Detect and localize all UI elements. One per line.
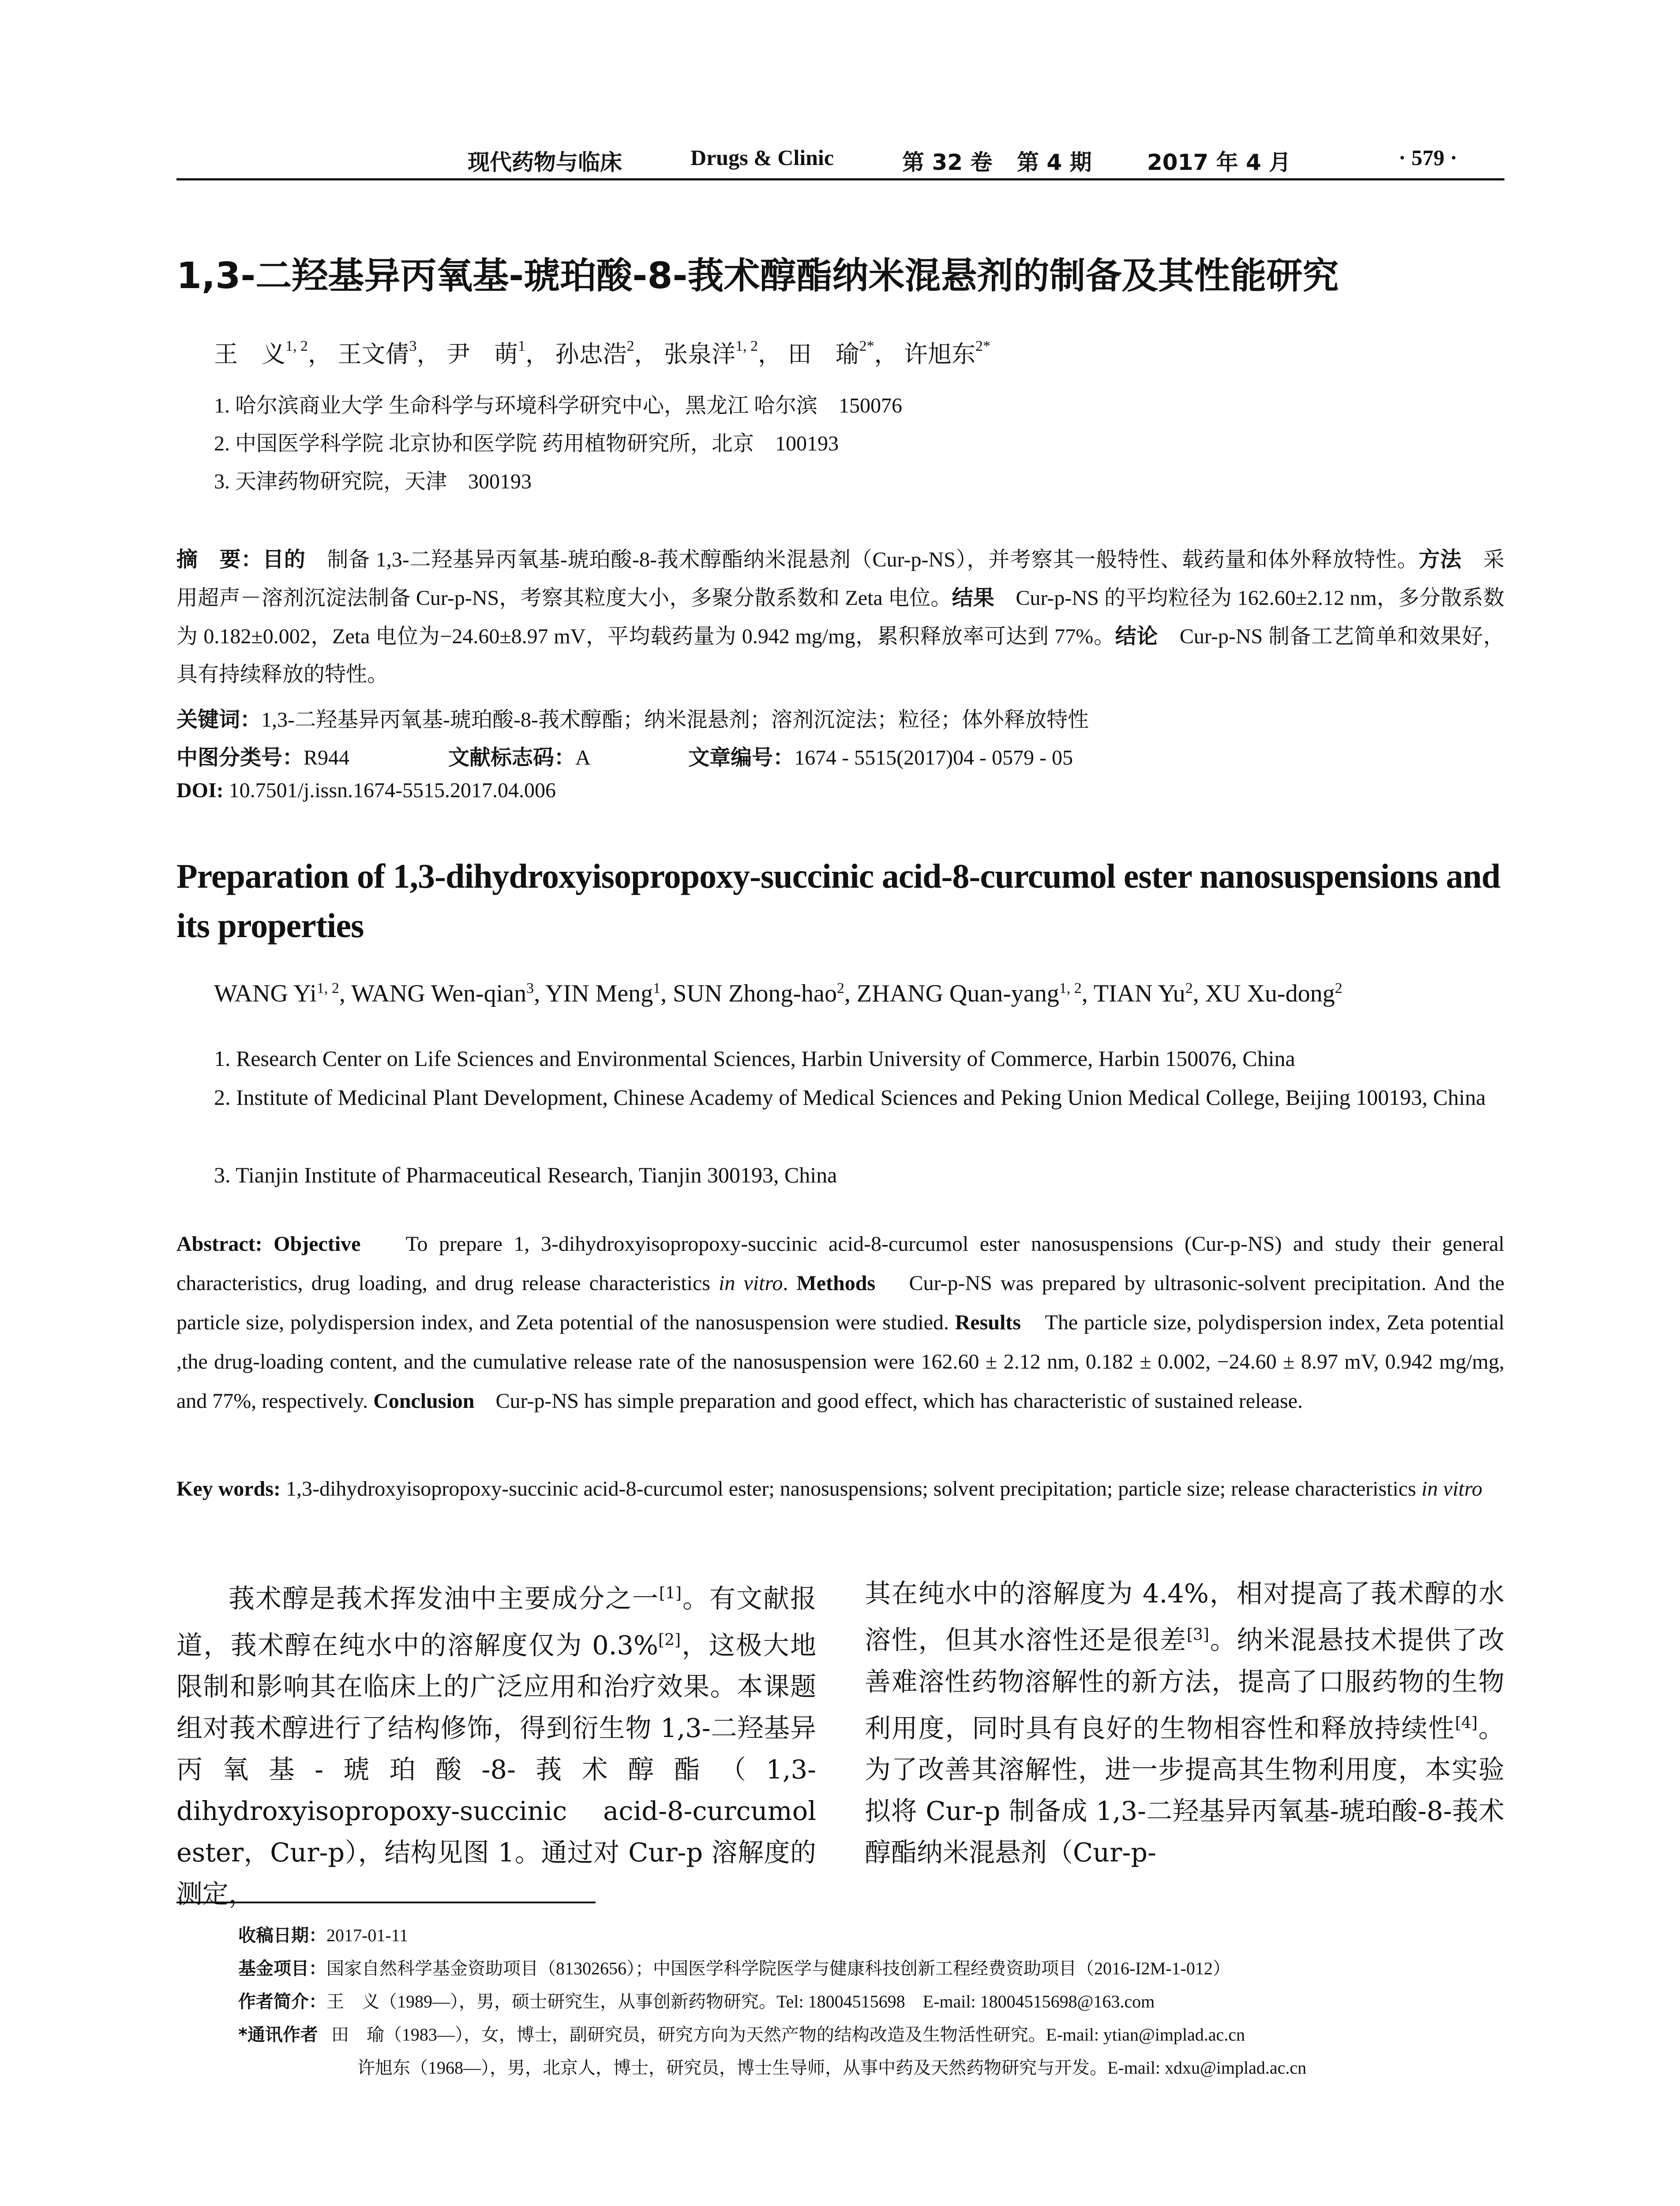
author-name: 王 义 bbox=[214, 341, 285, 368]
methods-en-label: Methods bbox=[796, 1272, 876, 1295]
body-text: 莪术醇是莪术挥发油中主要成分之一 bbox=[229, 1583, 659, 1614]
author-affiliation-mark: 2 bbox=[1185, 980, 1193, 997]
article-title-en: Preparation of 1,3-dihydroxyisopropoxy-succinic acid-8-curcumol ester nanosuspensions and its properties bbox=[176, 857, 1500, 945]
corresponding-label: *通讯作者 bbox=[238, 2025, 318, 2045]
author-list-en: WANG Yi$^{1, 2}$, WANG Wen-qian$^3$, YIN Meng$^1$, SUN Zhong-hao$^2$, ZHANG Quan-yang$^{1, 2}$, TIAN Yu$^2$, XU Xu-dong$^2$ bbox=[214, 980, 1342, 1007]
doi-label: DOI: bbox=[176, 779, 224, 802]
author-name-en: ZHANG Quan-yang bbox=[856, 980, 1059, 1007]
objective-en-text: To prepare 1, 3-dihydroxyisopropoxy-succinic acid-8-curcumol ester nanosuspensions (Cur-p-NS) and study their general characteristics, drug loading, and drug release characteristics bbox=[176, 1232, 1505, 1295]
running-header bbox=[176, 137, 1500, 176]
footnote-rule bbox=[176, 1902, 596, 1903]
doc-code-label: 文献标志码： bbox=[448, 745, 576, 770]
bio-label: 作者简介： bbox=[238, 1992, 326, 2012]
author-name: 孙忠浩 bbox=[555, 341, 627, 368]
author-affiliation-mark: 2 bbox=[626, 338, 634, 354]
classification-line bbox=[176, 740, 1073, 771]
abstract-en: Abstract: Objective To prepare 1, 3-dihydroxyisopropoxy-succinic acid-8-curcumol ester nanosuspensions (Cur-p-NS) and study their general characteristics, drug loading, and drug release characteristics in vitro. Methods Cur-p-NS was prepared by ultrasonic-solvent precipitation. And the particle size, polydispersion index, and Zeta potential of the nanosuspension were studied. Results The particle size, polydispersion index, Zeta potential ,the drug-loading content, and the cumulative release rate of the nanosuspension were 162.60 ± 2.12 nm, 0.182 ± 0.002, −24.60 ± 8.97 mV, 0.942 mg/mg, and 77%, respectively. Conclusion Cur-p-NS has simple preparation and good effect, which has characteristic of sustained release. bbox=[176, 1232, 1505, 1413]
journal-name-cn: 现代药物与临床 bbox=[468, 150, 622, 175]
author-name: 王文倩 bbox=[338, 341, 409, 368]
affiliation-cn-2: 2. 中国医学科学院 北京协和医学院 药用植物研究所，北京 100193 bbox=[214, 432, 839, 455]
article-no-value: 1674 - 5515(2017)04 - 0579 - 05 bbox=[794, 746, 1073, 769]
conclusion-en-text: Cur-p-NS has simple preparation and good effect, which has characteristic of sustained release. bbox=[495, 1389, 1303, 1413]
footnote-received bbox=[238, 1921, 408, 1947]
author-affiliation-mark: 3 bbox=[526, 980, 534, 997]
author-name-en: TIAN Yu bbox=[1093, 980, 1185, 1007]
conclusion-en-label: Conclusion bbox=[373, 1389, 475, 1413]
objective-en-italic: in vitro bbox=[719, 1272, 783, 1295]
objective-label: 目的 bbox=[262, 547, 306, 572]
abstract-cn bbox=[176, 540, 1504, 694]
objective-text: 制备 1,3-二羟基异丙氧基-琥珀酸-8-莪术醇酯纳米混悬剂（Cur-p-NS），并考察其一般特性、载药量和体外释放特性。 bbox=[327, 548, 1419, 571]
methods-en-text: Cur-p-NS was prepared by ultrasonic-solvent precipitation. And the particle size, polydispersion index, and Zeta potential of the nanosuspension were studied. bbox=[176, 1272, 1505, 1334]
author-list-cn: 王 义$^{1, 2}$， 王文倩$^3$， 尹 萌$^1$， 孙忠浩$^2$， 张泉洋$^{1, 2}$， 田 瑜$^{2*}$， 许旭东$^{2*}$ bbox=[214, 338, 990, 368]
doc-code-value: A bbox=[575, 746, 590, 769]
author-affiliation-mark: 2 bbox=[836, 980, 844, 997]
corresponding-author-1: 田 瑜（1983—），女，博士，副研究员，研究方向为天然产物的结构改造及生物活性研究。E-mail: ytian@implad.ac.cn bbox=[331, 2025, 1245, 2045]
abstract-label: 摘 要： bbox=[176, 547, 263, 572]
author-affiliation-mark: 1, 2 bbox=[1059, 980, 1082, 997]
keywords-label: 关键词： bbox=[176, 707, 262, 732]
keywords-cn bbox=[176, 702, 1089, 733]
issue: 第 4 期 bbox=[1017, 150, 1092, 175]
results-text: Cur-p-NS 的平均粒径为 162.60±2.12 nm，多分散系数为 0.182±0.002，Zeta 电位为−24.60±8.97 mV，平均载药量为 0.942 mg/mg，累积释放率可达到 77%。 bbox=[176, 586, 1504, 648]
body-text: ，这极大地限制和影响其在临床上的广泛应用和治疗效果。本课题组对莪术醇进行了结构修饰，得到衍生物 1,3-二羟基异丙氧基-琥珀酸-8-莪术醇酯（1,3-dihydroxyisopropoxy-succinic acid-8-curcumol ester，Cur-p），结构见图 1。通过对 Cur-p 溶解度的测定， bbox=[176, 1630, 816, 1910]
results-label: 结果 bbox=[952, 585, 995, 610]
results-en-label: Results bbox=[955, 1311, 1021, 1334]
header-rule bbox=[176, 178, 1504, 180]
footnote-corresponding-2: 许旭东（1968—），男，北京人，博士，研究员，博士生导师，从事中药及天然药物研究与开发。E-mail: xdxu@implad.ac.cn bbox=[357, 2058, 1307, 2078]
citation-ref: [4] bbox=[1455, 1714, 1478, 1732]
author-affiliation-mark: 2* bbox=[859, 338, 874, 354]
page-number: · 579 · bbox=[1399, 145, 1458, 170]
author-affiliation-mark: 1, 2 bbox=[735, 338, 758, 354]
keywords-en-text: 1,3-dihydroxyisopropoxy-succinic acid-8-curcumol ester; nanosuspensions; solvent precipitation; particle size; release characteristics bbox=[285, 1477, 1416, 1501]
body-column-left bbox=[176, 1573, 816, 1915]
footnote-corresponding bbox=[238, 2021, 1245, 2046]
received-label: 收稿日期： bbox=[238, 1925, 326, 1946]
author-name-en: XU Xu-dong bbox=[1205, 980, 1335, 1007]
body-text: 。纳米混悬技术提供了改善难溶性药物溶解性的新方法，提高了口服药物的生物利用度，同时具有良好的生物相容性和释放持续性 bbox=[865, 1624, 1504, 1744]
body-text: 。有文献报道，莪术醇在纯水中的溶解度仅为 0.3% bbox=[176, 1583, 816, 1661]
footnote-fund bbox=[238, 1955, 1230, 1980]
author-affiliation-mark: 2* bbox=[975, 338, 990, 354]
body-text: 。为了改善其溶解性，进一步提高其生物利用度，本实验拟将 Cur-p 制备成 1,3-二羟基异丙氧基-琥珀酸-8-莪术醇酯纳米混悬剂（Cur-p- bbox=[865, 1713, 1504, 1868]
keywords-en bbox=[176, 1469, 1504, 1508]
fund-label: 基金项目： bbox=[238, 1958, 326, 1979]
doi-value: 10.7501/j.issn.1674-5515.2017.04.006 bbox=[229, 779, 556, 802]
methods-label: 方法 bbox=[1418, 547, 1462, 572]
author-name: 田 瑜 bbox=[788, 341, 859, 368]
clc-value: R944 bbox=[304, 746, 350, 769]
objective-en-label: Objective bbox=[274, 1232, 361, 1256]
author-affiliation-mark: 3 bbox=[409, 338, 417, 354]
author-affiliation-mark: 1, 2 bbox=[285, 338, 308, 354]
author-name: 张泉洋 bbox=[664, 341, 735, 368]
issue-date: 2017 年 4 月 bbox=[1147, 150, 1291, 175]
article-title-cn: 1,3-二羟基异丙氧基-琥珀酸-8-莪术醇酯纳米混悬剂的制备及其性能研究 bbox=[176, 255, 1339, 297]
author-affiliation-mark: 2 bbox=[1335, 980, 1342, 997]
clc-label: 中图分类号： bbox=[176, 745, 304, 770]
volume: 第 32 卷 bbox=[902, 150, 993, 175]
citation-ref: [2] bbox=[658, 1631, 681, 1649]
received-value: 2017-01-11 bbox=[326, 1925, 409, 1945]
conclusion-text: Cur-p-NS 制备工艺简单和效果好，具有持续释放的特性。 bbox=[176, 625, 1504, 686]
author-name: 尹 萌 bbox=[446, 341, 518, 368]
bio-value: 王 义（1989—），男，硕士研究生，从事创新药物研究。Tel: 18004515698 E-mail: 18004515698@163.com bbox=[326, 1992, 1155, 2011]
body-column-right bbox=[865, 1573, 1504, 1873]
author-name-en: YIN Meng bbox=[545, 980, 653, 1007]
affiliation-cn-1: 1. 哈尔滨商业大学 生命科学与环境科学研究中心，黑龙江 哈尔滨 150076 bbox=[214, 394, 903, 417]
methods-text: 采用超声－溶剂沉淀法制备 Cur-p-NS，考察其粒度大小，多聚分散系数和 Zeta 电位。 bbox=[176, 548, 1504, 610]
citation-ref: [3] bbox=[1186, 1626, 1209, 1644]
article-no-label: 文章编号： bbox=[688, 745, 795, 770]
keywords-en-italic: in vitro bbox=[1421, 1477, 1483, 1501]
footnote-bio bbox=[238, 1988, 1155, 2013]
journal-name-en: Drugs & Clinic bbox=[690, 145, 834, 170]
affiliation-en-3: 3. Tianjin Institute of Pharmaceutical Research, Tianjin 300193, China bbox=[214, 1163, 837, 1187]
doi-line bbox=[176, 778, 556, 803]
author-name: 许旭东 bbox=[904, 341, 975, 368]
conclusion-label: 结论 bbox=[1115, 624, 1159, 649]
affiliation-cn-3: 3. 天津药物研究院，天津 300193 bbox=[214, 470, 532, 493]
affiliation-en-2: 2. Institute of Medicinal Plant Development, Chinese Academy of Medical Sciences and Peking Union Medical College, Beijing 100193, China bbox=[214, 1085, 1486, 1110]
author-affiliation-mark: 1 bbox=[518, 338, 525, 354]
keywords-text: 1,3-二羟基异丙氧基-琥珀酸-8-莪术醇酯；纳米混悬剂；溶剂沉淀法；粒径；体外释放特性 bbox=[261, 708, 1089, 732]
author-affiliation-mark: 1, 2 bbox=[316, 980, 339, 997]
author-name-en: SUN Zhong-hao bbox=[673, 980, 837, 1007]
results-en-text: The particle size, polydispersion index, Zeta potential ,the drug-loading content, and the cumulative release rate of the nanosuspension were 162.60 ± 2.12 nm, 0.182 ± 0.002, −24.60 ± 8.97 mV, 0.942 mg/mg, and 77%, respectively. bbox=[176, 1311, 1505, 1413]
author-name-en: WANG Wen-qian bbox=[351, 980, 527, 1007]
author-affiliation-mark: 1 bbox=[653, 980, 661, 997]
author-name-en: WANG Yi bbox=[214, 980, 317, 1007]
abstract-en-label: Abstract: bbox=[176, 1232, 262, 1256]
fund-value: 国家自然科学基金资助项目（81302656）；中国医学科学院医学与健康科技创新工程经费资助项目（2016-I2M-1-012） bbox=[326, 1958, 1230, 1978]
keywords-en-label: Key words: bbox=[176, 1477, 281, 1501]
body-text: 其在纯水中的溶解度为 4.4%，相对提高了莪术醇的水溶性，但其水溶性还是很差 bbox=[865, 1578, 1504, 1655]
affiliation-en-1: 1. Research Center on Life Sciences and Environmental Sciences, Harbin University of Commerce, Harbin 150076, China bbox=[214, 1046, 1295, 1071]
citation-ref: [1] bbox=[659, 1584, 682, 1602]
